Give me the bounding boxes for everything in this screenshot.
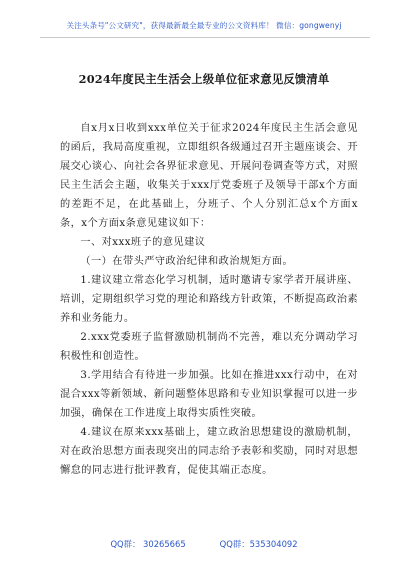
subsection-heading: （一）在带头严守政治纪律和政治规矩方面。 — [80, 256, 294, 267]
list-item: 4.建议在原来xxx基础上，建立政治思想建设的激励机制，对在政治思想方面表现突出的同志给予表彰和奖励，同时对思想懈怠的同志进行批评教育，促使其端正态度。 — [60, 427, 358, 476]
document-body — [60, 119, 358, 480]
document-title: 2024年度民主生活会上级单位征求意见反馈清单 — [78, 72, 330, 86]
qq-group-2: QQ群：535304092 — [219, 539, 298, 549]
intro-paragraph: 自x月x日收到xxx单位关于征求2024年度民主生活会意见的函后，我局高度重视，立即组织各级通过召开主题座谈会、开展交心谈心、向社会各界征求意见、开展问卷调查等方式，对照民主生活会主题，收集关于xxx厅党委班子及领导干部x个方面的差距不足，在此基础上，分班子、个人分别汇总x个方面x条，x个方面x条意见建议如下： — [60, 123, 358, 229]
section-heading: 一、对xxx班子的意见建议 — [80, 237, 206, 248]
qq-group-1: QQ群： 30265665 — [110, 539, 186, 549]
list-item: 2.xxx党委班子监督激励机制尚不完善，难以充分调动学习积极性和创造性。 — [60, 332, 358, 362]
header-banner: 关注头条号"公文研究"，获得最新最全最专业的公文资料库！ 微信：gongwenyj — [66, 21, 342, 30]
header-divider — [40, 37, 370, 38]
list-item: 1.建议建立常态化学习机制，适时邀请专家学者开展讲座、培训，定期组织学习党的理论和路线方针政策，不断提高政治素养和业务能力。 — [60, 275, 358, 324]
footer-qq-groups — [0, 538, 408, 550]
list-item: 3.学用结合有待进一步加强。比如在推进xxx行动中，在对混合xxx等新领域、新问题整体思路和专业知识掌握可以进一步加强，确保在工作进度上取得实质性突破。 — [60, 370, 358, 419]
